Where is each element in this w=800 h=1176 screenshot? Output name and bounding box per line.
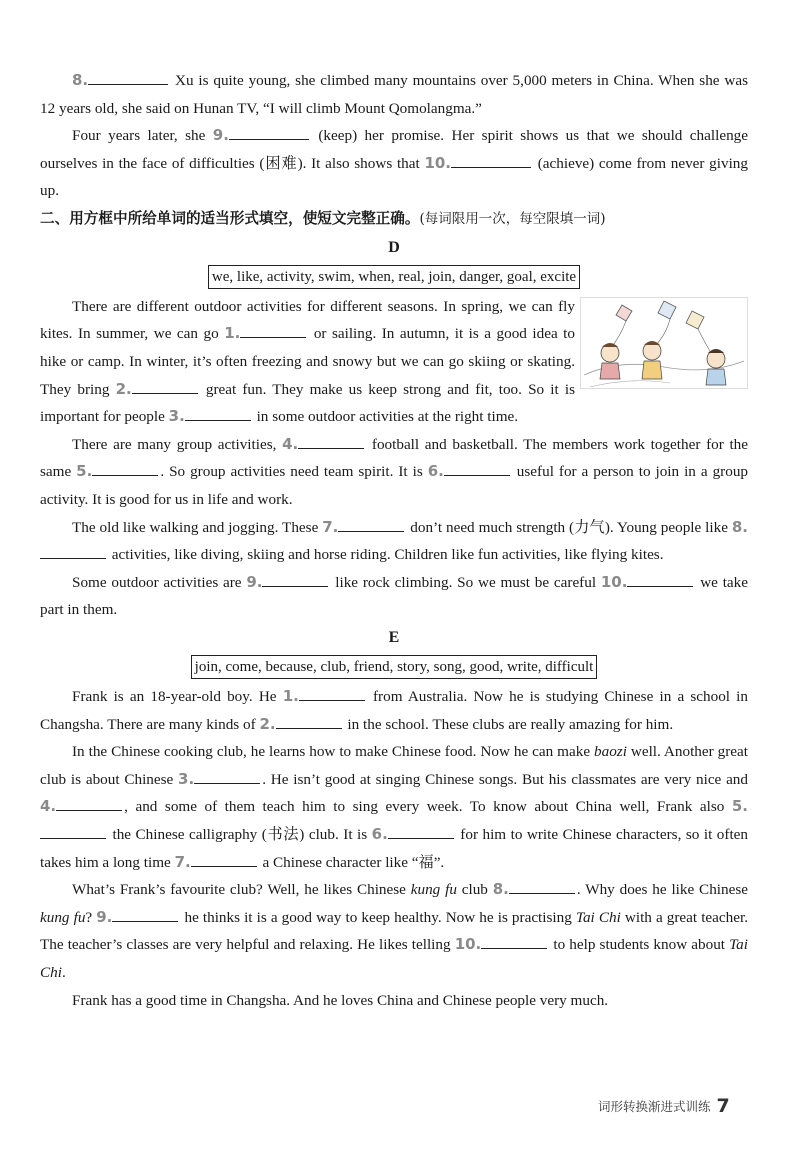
passage-d-letter: D [388, 238, 400, 256]
answer-blank[interactable] [40, 544, 106, 559]
answer-blank[interactable] [481, 934, 547, 949]
blank-number: 10. [424, 153, 452, 172]
blank-number: 2. [259, 714, 276, 733]
answer-blank[interactable] [112, 907, 178, 922]
blank-number: 10. [454, 935, 482, 954]
section-note: (每词限用一次，每空限填一词) [419, 210, 606, 227]
answer-blank[interactable] [299, 686, 365, 701]
blank-number: 3. [168, 407, 185, 426]
blank-number: 7. [322, 517, 339, 536]
passage-d-paragraph-3: The old like walking and jogging. These 7. don’t need much strength (力气). Young people like 8. activities, like diving, skiing and horse riding. Children like fun activities, like flying kites. [40, 514, 748, 569]
blank-number: 1. [224, 324, 241, 343]
answer-blank[interactable] [56, 796, 122, 811]
answer-blank[interactable] [338, 517, 404, 532]
intro-paragraph-1: 8. Xu is quite young, she climbed many mountains over 5,000 meters in China. When she was 12 years old, she said on Hunan TV, “I will climb Mount Qomolangma.” [40, 71, 748, 117]
answer-blank[interactable] [444, 461, 510, 476]
blank-number: 9. [246, 572, 263, 591]
passage-d-word-box: we, like, activity, swim, when, real, join, danger, goal, excite [208, 265, 580, 289]
passage-d [40, 293, 748, 624]
blank-number: 8. [72, 71, 89, 89]
answer-blank[interactable] [509, 879, 575, 894]
blank-number: 4. [282, 434, 299, 453]
blank-number: 8. [731, 517, 748, 536]
passage-e-word-box: join, come, because, club, friend, story, song, good, write, difficult [191, 655, 598, 679]
passage-d-paragraph-4: Some outdoor activities are 9. like rock climbing. So we must be careful 10. we take part in them. [40, 572, 748, 619]
blank-number: 1. [282, 687, 299, 706]
blank-number: 5. [731, 797, 748, 816]
page-footer [598, 1093, 730, 1121]
passage-d-paragraph-1: There are different outdoor activities for different seasons. In spring, we can fly kites. In summer, we can go 1. or sailing. In autumn, it is a good idea to hike or camp. In winter, it’s often freezing and snowy but we can go skiing or skating. They bring 2. great fun. They make us keep strong and fit, too. So it is important for people 3. in some outdoor activities at the right time. [40, 297, 575, 426]
answer-blank[interactable] [194, 769, 260, 784]
blank-number: 6. [371, 825, 388, 844]
answer-blank[interactable] [185, 406, 251, 421]
passage-e-paragraph-1: Frank is an 18-year-old boy. He 1. from Australia. Now he is studying Chinese in a school in Changsha. There are many kinds of 2. in the school. These clubs are really amazing for him. [40, 687, 748, 733]
passage-e-paragraph-4: Frank has a good time in Changsha. And he loves China and Chinese people very much. [72, 991, 609, 1009]
answer-blank[interactable] [298, 434, 364, 449]
answer-blank[interactable] [132, 379, 198, 394]
answer-blank[interactable] [262, 572, 328, 587]
blank-number: 2. [115, 379, 132, 398]
blank-number: 4. [40, 797, 57, 816]
blank-number: 9. [212, 126, 229, 145]
section-title: 二、用方框中所给单词的适当形式填空，使短文完整正确。(每词限用一次，每空限填一词) [40, 209, 606, 227]
answer-blank[interactable] [240, 323, 306, 338]
answer-blank[interactable] [40, 824, 106, 839]
passage-e [40, 683, 748, 1014]
blank-number: 6. [427, 462, 444, 481]
blank-number: 7. [174, 852, 191, 871]
answer-blank[interactable] [388, 824, 454, 839]
kids-flying-kites-illustration [580, 297, 748, 389]
intro-paragraph-2: Four years later, she 9. (keep) her promise. Her spirit shows us that we should challenge ourselves in the face of difficulties (困难). It also shows that 10. (achieve) come from never giving up. [40, 126, 748, 200]
blank-number: 8. [492, 880, 509, 899]
answer-blank[interactable] [229, 125, 309, 140]
blank-number: 10. [600, 572, 628, 591]
footer-label: 词形转换渐进式训练 [598, 1099, 711, 1114]
answer-blank[interactable] [451, 153, 531, 168]
worksheet-page [40, 67, 748, 1014]
passage-e-paragraph-3: What’s Frank’s favourite club? Well, he likes Chinese kung fu club 8. . Why does he like Chinese kung fu? 9. he thinks it is a good way to keep healthy. Now he is practising Tai Chi with a great teacher. The teacher’s classes are very helpful and relaxing. He likes telling 10. to help students know about Tai Chi. [40, 880, 748, 981]
answer-blank[interactable] [191, 852, 257, 867]
answer-blank[interactable] [92, 461, 158, 476]
blank-number: 5. [76, 462, 93, 481]
answer-blank[interactable] [88, 70, 168, 85]
blank-number: 3. [178, 769, 195, 788]
answer-blank[interactable] [627, 572, 693, 587]
passage-e-letter: E [388, 628, 400, 646]
answer-blank[interactable] [276, 714, 342, 729]
blank-number: 9. [96, 907, 113, 926]
page-number: 7 [716, 1095, 730, 1117]
passage-d-paragraph-2: There are many group activities, 4. football and basketball. The members work together for the same 5. . So group activities need team spirit. It is 6. useful for a person to join in a group activity. It is good for us in life and work. [40, 434, 749, 508]
passage-e-paragraph-2: In the Chinese cooking club, he learns how to make Chinese food. Now he can make baozi well. Another great club is about Chinese 3. . He isn’t good at singing Chinese songs. But his classmates are very nice and 4. , and some of them teach him to sing every week. To know about China well, Frank also 5. the Chinese calligraphy (书法) club. It is 6. for him to write Chinese characters, so it often takes him a long time 7. a Chinese character like “福”. [40, 743, 749, 871]
